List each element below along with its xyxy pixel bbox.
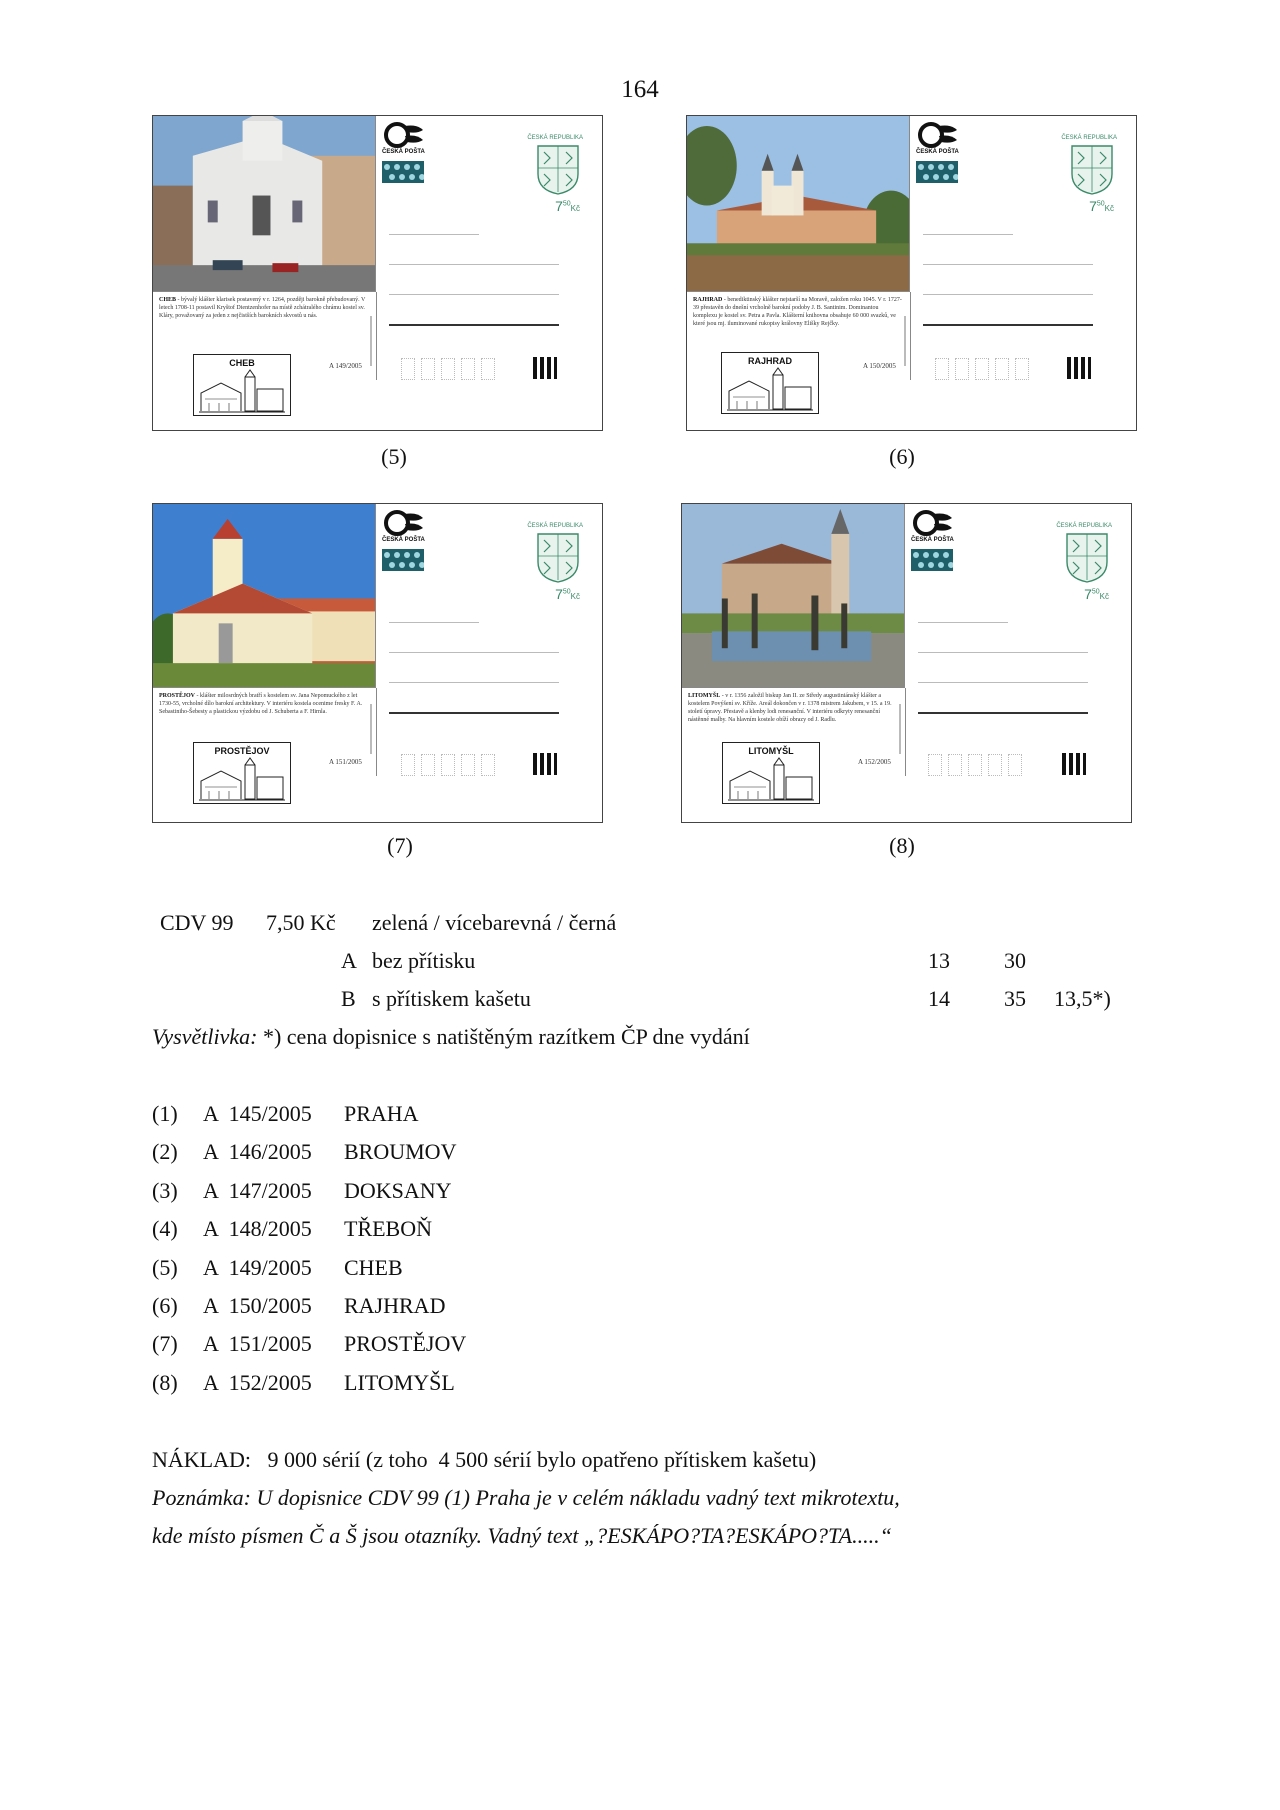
list-item-number: (8) <box>152 1369 178 1395</box>
country-name: ČESKÁ REPUBLIKA <box>1061 135 1117 141</box>
coat-of-arms-icon <box>536 532 580 584</box>
postcard-litomysl <box>681 503 1132 823</box>
barcode-bars-icon <box>533 753 557 775</box>
divider-line <box>905 688 906 776</box>
variant-a-desc: bez přítisku <box>372 948 476 973</box>
list-item-code: A 151/2005 <box>203 1331 312 1357</box>
cachet-pattern-icon <box>911 549 953 571</box>
cachet-pattern-icon <box>382 549 424 571</box>
address-line <box>923 324 1093 326</box>
card-catalog-code: A 152/2005 <box>858 758 891 766</box>
poznamka-line-2: kde místo písmen Č a Š jsou otazníky. Vadný text „?ESKÁPO?TA?ESKÁPO?TA.....“ <box>152 1523 892 1548</box>
post-name: ČESKÁ POŠTA <box>382 537 425 543</box>
address-line <box>389 652 559 653</box>
postcard-prostejov <box>152 503 603 823</box>
card-catalog-code: A 151/2005 <box>329 758 362 766</box>
zip-code-boxes <box>401 754 495 776</box>
list-item-code: A 146/2005 <box>203 1139 312 1165</box>
value-fraction: 50 <box>562 200 571 208</box>
variant-a-v2: 30 <box>1004 948 1026 973</box>
value-currency: Kč <box>570 592 580 601</box>
address-line <box>923 234 1013 235</box>
value-main: 7 <box>555 198 563 214</box>
barcode-bars-icon <box>1062 753 1086 775</box>
card-caption <box>159 692 369 716</box>
coat-of-arms-icon <box>536 144 580 196</box>
card-caption <box>159 296 369 320</box>
caption-text: - v r. 1356 založil biskup Jan II. ze Středy augustiniánský klášter a kostelem Povýšení sv. Kříže. Areál dokončen v r. 1378 mistrem Jakubem, v 15. a 19. století úpravy. Přestavě a klenby lodi renesanční. V interiéru odkryty renesanční nástěnné malby. Na hlavním kostele obíží obrazy od J. Radlu. <box>688 693 892 723</box>
coat-of-arms-icon <box>1065 532 1109 584</box>
catalog-colors: zelená / vícebarevná / černá <box>372 910 617 935</box>
value-main: 7 <box>1089 198 1097 214</box>
address-line <box>918 682 1088 683</box>
cancellation-stamp <box>193 354 291 416</box>
list-item-number: (6) <box>152 1293 178 1318</box>
zip-code-boxes <box>928 754 1022 776</box>
value-main: 7 <box>555 586 563 602</box>
post-name: ČESKÁ POŠTA <box>916 149 959 155</box>
list-item-name: BROUMOV <box>344 1139 457 1165</box>
value-currency: Kč <box>1099 592 1109 601</box>
postcard-rajhrad <box>686 115 1137 431</box>
poznamka-label: Poznámka <box>152 1485 244 1510</box>
card-caption <box>693 296 903 328</box>
figure-label-7: (7) <box>387 833 413 858</box>
caption-text: - benediktinský klášter nejstarší na Moravě, založen roku 1045. V r. 1727-39 přestavěn do dnešní vrcholně barokní podoby J. B. Santinim. Dominantou komplexu je kostel sv. Petra a Pavla. Klášterní knihovna obsahuje 60 000 svazků, ve které jsou mj. iluminované rukopisy královny Elišky Rejčky. <box>693 297 902 327</box>
card-caption <box>688 692 898 724</box>
figure-label-8: (8) <box>889 833 915 858</box>
address-line <box>389 294 559 295</box>
microtext-strip <box>904 316 906 366</box>
postage-value <box>1089 198 1114 214</box>
divider-line <box>376 688 377 776</box>
address-line <box>918 652 1088 653</box>
caption-title: PROSTĚJOV <box>159 693 196 699</box>
note-label: Vysvětlivka: <box>152 1024 258 1049</box>
cachet-pattern-icon <box>916 161 958 183</box>
value-fraction: 50 <box>1096 200 1105 208</box>
stamp-label: RAJHRAD <box>747 356 792 366</box>
microtext-strip <box>370 316 372 366</box>
address-line <box>389 712 559 714</box>
barcode-bars-icon <box>1067 357 1091 379</box>
list-item-code: A 150/2005 <box>203 1293 312 1318</box>
list-item-number: (4) <box>152 1216 178 1242</box>
value-currency: Kč <box>1104 204 1114 213</box>
list-item-number: (5) <box>152 1254 178 1280</box>
cancellation-stamp <box>722 742 820 804</box>
card-photo <box>682 504 905 688</box>
address-line <box>918 712 1088 714</box>
address-line <box>923 264 1093 265</box>
address-line <box>923 294 1093 295</box>
address-line <box>389 622 479 623</box>
post-name: ČESKÁ POŠTA <box>911 537 954 543</box>
note-text: *) cena dopisnice s natištěným razítkem ČP dne vydání <box>257 1024 750 1049</box>
list-item-name: PRAHA <box>344 1101 419 1126</box>
postage-value <box>1084 586 1109 602</box>
caption-text: - klášter milosrdných bratří s kostelem sv. Jana Nepomuckého z let 1730-55, vrcholné dílo barokní architektury. V interiéru kostela ocenime fresky F. A. Sebastiniho-Šebesty a plastickou výzdobu od J. Schuberta a F. Hirnla. <box>159 693 363 715</box>
variant-a-letter: A <box>341 948 357 973</box>
caption-title: CHEB <box>159 297 177 303</box>
variant-b-v3: 13,5*) <box>1054 986 1111 1011</box>
caption-text: - bývalý klášter klarisek postavený v r. 1264, později barokně přebudovaný. V letech 1708-11 postavil Kryštof Dientzenhofer na místě zchátralého chrámu kostel sv. Kláry, považovaný za jeden z nejčistších barokních skvostů u nás. <box>159 297 366 319</box>
caption-title: LITOMYŠL <box>688 693 721 699</box>
cancellation-stamp <box>193 742 291 804</box>
card-catalog-code: A 150/2005 <box>863 362 896 370</box>
value-fraction: 50 <box>1091 588 1100 596</box>
variant-b-desc: s přítiskem kašetu <box>372 986 531 1011</box>
value-currency: Kč <box>570 204 580 213</box>
catalog-price: 7,50 Kč <box>266 910 336 935</box>
list-item-name: CHEB <box>344 1254 403 1280</box>
value-fraction: 50 <box>562 588 571 596</box>
list-item-code: A 148/2005 <box>203 1216 312 1242</box>
postage-value <box>555 586 580 602</box>
variant-b-v1: 14 <box>928 986 950 1011</box>
poznamka-text-1: : U dopisnice CDV 99 (1) Praha je v celém nákladu vadný text mikrotextu, <box>243 1485 900 1510</box>
list-item-number: (7) <box>152 1331 178 1357</box>
card-photo <box>153 116 376 292</box>
list-item-number: (3) <box>152 1177 178 1203</box>
note-line <box>152 1024 750 1050</box>
card-photo <box>687 116 910 292</box>
catalog-code: CDV 99 <box>160 910 234 935</box>
list-item-name: RAJHRAD <box>344 1293 446 1318</box>
cachet-pattern-icon <box>382 161 424 183</box>
country-name: ČESKÁ REPUBLIKA <box>1056 523 1112 529</box>
page-number: 164 <box>621 76 659 103</box>
list-item-code: A 145/2005 <box>203 1101 312 1126</box>
address-line <box>389 682 559 683</box>
naklad-line: NÁKLAD: 9 000 sérií (z toho 4 500 sérií bylo opatřeno přítiskem kašetu) <box>152 1447 817 1472</box>
address-line <box>389 234 479 235</box>
variant-b-v2: 35 <box>1004 986 1026 1011</box>
microtext-strip <box>899 704 901 754</box>
barcode-bars-icon <box>533 357 557 379</box>
address-line <box>918 622 1008 623</box>
post-name: ČESKÁ POŠTA <box>382 149 425 155</box>
postage-value <box>555 198 580 214</box>
country-name: ČESKÁ REPUBLIKA <box>527 523 583 529</box>
postcard-cheb <box>152 115 603 431</box>
value-main: 7 <box>1084 586 1092 602</box>
list-item-name: PROSTĚJOV <box>344 1331 467 1357</box>
cancellation-stamp <box>721 352 819 414</box>
list-item-code: A 147/2005 <box>203 1177 312 1203</box>
list-item-name: TŘEBOŇ <box>344 1216 432 1242</box>
list-item-code: A 149/2005 <box>203 1254 312 1280</box>
card-catalog-code: A 149/2005 <box>329 362 362 370</box>
caption-title: RAJHRAD <box>693 297 723 303</box>
figure-label-6: (6) <box>889 444 915 469</box>
address-line <box>389 264 559 265</box>
zip-code-boxes <box>935 358 1029 380</box>
variant-a-v1: 13 <box>928 948 950 973</box>
list-item-number: (1) <box>152 1101 178 1126</box>
post-horn-icon <box>912 510 956 536</box>
card-photo <box>153 504 376 688</box>
stamp-label: LITOMYŠL <box>748 746 794 756</box>
zip-code-boxes <box>401 358 495 380</box>
divider-line <box>910 292 911 380</box>
post-horn-icon <box>383 510 427 536</box>
list-item-name: DOKSANY <box>344 1177 452 1203</box>
poznamka-line-1 <box>152 1485 900 1511</box>
microtext-strip <box>370 704 372 754</box>
stamp-label: PROSTĚJOV <box>214 746 270 756</box>
list-item-number: (2) <box>152 1139 178 1165</box>
figure-label-5: (5) <box>381 444 407 469</box>
post-horn-icon <box>917 122 961 148</box>
post-horn-icon <box>383 122 427 148</box>
list-item-code: A 152/2005 <box>203 1369 312 1395</box>
divider-line <box>376 292 377 380</box>
address-line <box>389 324 559 326</box>
variant-b-letter: B <box>341 986 356 1011</box>
stamp-label: CHEB <box>229 358 255 368</box>
country-name: ČESKÁ REPUBLIKA <box>527 135 583 141</box>
coat-of-arms-icon <box>1070 144 1114 196</box>
list-item-name: LITOMYŠL <box>344 1369 455 1395</box>
